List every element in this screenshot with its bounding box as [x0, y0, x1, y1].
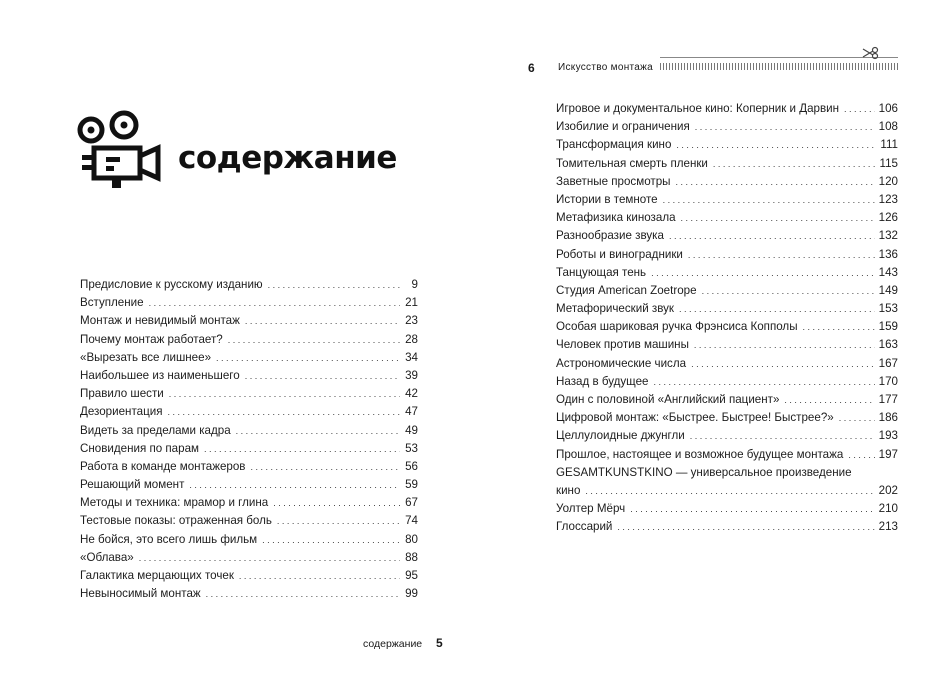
- toc-entry[interactable]: Один с половиной «Английский пациент» . . . 177: [556, 391, 898, 409]
- toc-entry[interactable]: Сновидения по парам . . . 53: [80, 440, 418, 458]
- toc-entry[interactable]: Не бойся, это всего лишь фильм . . . 80: [80, 531, 418, 549]
- toc-entry[interactable]: Истории в темноте . . . 123: [556, 191, 898, 209]
- toc-entry[interactable]: Уолтер Мёрч . . . 210: [556, 500, 898, 518]
- footer-page-number: 5: [436, 636, 443, 650]
- toc-entry[interactable]: Наибольшее из наименьшего . . . 39: [80, 367, 418, 385]
- toc-entry[interactable]: Человек против машины . . . 163: [556, 336, 898, 354]
- toc-entry[interactable]: Галактика мерцающих точек . . . 95: [80, 567, 418, 585]
- toc-entry[interactable]: Заветные просмотры . . . 120: [556, 173, 898, 191]
- running-page-number: 6: [528, 61, 535, 75]
- header-film-strip: [660, 63, 898, 70]
- toc-entry[interactable]: Предисловие к русскому изданию . . . 9: [80, 276, 418, 294]
- toc-entry[interactable]: Трансформация кино . . . 111: [556, 136, 898, 154]
- toc-entry[interactable]: Тестовые показы: отраженная боль . . . 74: [80, 512, 418, 530]
- left-page: [0, 0, 470, 700]
- toc-entry[interactable]: Разнообразие звука . . . 132: [556, 227, 898, 245]
- right-page: [470, 0, 950, 700]
- toc-list-right: [556, 100, 898, 537]
- toc-entry[interactable]: Томительная смерть пленки . . . 115: [556, 155, 898, 173]
- toc-entry[interactable]: Видеть за пределами кадра . . . 49: [80, 422, 418, 440]
- toc-entry[interactable]: Изобилие и ограничения . . . 108: [556, 118, 898, 136]
- toc-entry[interactable]: Решающий момент . . . 59: [80, 476, 418, 494]
- toc-entry[interactable]: Вступление . . . 21: [80, 294, 418, 312]
- toc-entry[interactable]: Танцующая тень . . . 143: [556, 264, 898, 282]
- toc-entry[interactable]: «Облава» . . . 88: [80, 549, 418, 567]
- toc-entry[interactable]: Целлулоидные джунгли . . . 193: [556, 427, 898, 445]
- toc-entry[interactable]: Студия American Zoetrope . . . 149: [556, 282, 898, 300]
- toc-entry[interactable]: Метафизика кинозала . . . 126: [556, 209, 898, 227]
- scissors-icon: [859, 46, 883, 60]
- toc-entry[interactable]: Дезориентация . . . 47: [80, 403, 418, 421]
- toc-entry[interactable]: Монтаж и невидимый монтаж . . . 23: [80, 312, 418, 330]
- toc-entry[interactable]: Работа в команде монтажеров . . . 56: [80, 458, 418, 476]
- toc-entry[interactable]: Правило шести . . . 42: [80, 385, 418, 403]
- toc-entry[interactable]: Прошлое, настоящее и возможное будущее монтажа . . . 197: [556, 446, 898, 464]
- toc-entry[interactable]: Роботы и виноградники . . . 136: [556, 246, 898, 264]
- toc-list-left: [80, 276, 418, 603]
- toc-entry[interactable]: Особая шариковая ручка Фрэнсиса Копполы . . . 159: [556, 318, 898, 336]
- toc-entry[interactable]: Методы и техника: мрамор и глина . . . 67: [80, 494, 418, 512]
- footer-label: содержание: [363, 638, 423, 650]
- toc-entry[interactable]: Игровое и документальное кино: Коперник и Дарвин . . . 106: [556, 100, 898, 118]
- running-title: Искусство монтажа: [558, 62, 654, 73]
- page-title: содержание: [178, 140, 397, 176]
- toc-entry[interactable]: Назад в будущее . . . 170: [556, 373, 898, 391]
- toc-entry[interactable]: Почему монтаж работает? . . . 28: [80, 331, 418, 349]
- toc-entry[interactable]: Невыносимый монтаж . . . 99: [80, 585, 418, 603]
- toc-entry[interactable]: GESAMTKUNSTKINO — универсальное произведение кино . . . 202: [556, 464, 898, 500]
- toc-entry[interactable]: Глоссарий . . . 213: [556, 518, 898, 536]
- toc-entry[interactable]: «Вырезать все лишнее» . . . 34: [80, 349, 418, 367]
- toc-entry[interactable]: Метафорический звук . . . 153: [556, 300, 898, 318]
- film-camera-icon: [76, 108, 162, 190]
- toc-entry[interactable]: Астрономические числа . . . 167: [556, 355, 898, 373]
- toc-entry[interactable]: Цифровой монтаж: «Быстрее. Быстрее! Быстрее?» . . . 186: [556, 409, 898, 427]
